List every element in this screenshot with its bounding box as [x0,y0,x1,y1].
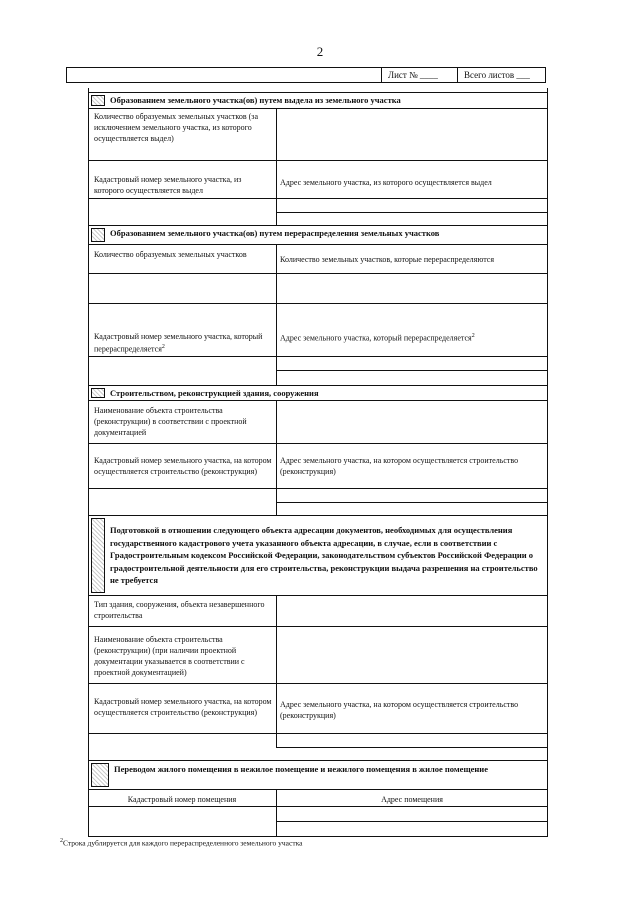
row-divider [88,683,548,684]
checkbox-premises-conversion[interactable] [91,763,109,787]
row-divider [88,733,548,734]
field-count-label: Количество образуемых земельных участков (за исключением земельного участка, из которого осуществляется выдел) [94,112,259,143]
section-construction [88,385,548,401]
row-divider [88,443,548,444]
row-divider [276,502,548,503]
row-divider [88,626,548,627]
checkbox-cadastral-docs[interactable] [91,518,105,593]
checkbox-redistribution[interactable] [91,228,105,242]
field-address-label: Адрес земельного участка, на котором осуществляется строительство (реконструкция) [280,456,519,476]
field-object-name-label: Наименование объекта строительства (реконструкции) (при наличии проектной документации указывается в соответствии с проектной документацией) [94,635,245,677]
footnote: $^2$Строка дублируется для каждого перераспределенного земельного участка [60,838,303,848]
field-cadastral-label: Кадастровый номер земельного участка, на котором осуществляется строительство (реконструкция) [94,456,272,476]
sheet-number-field[interactable]: Лист № ____ [381,68,457,82]
row-divider [88,198,548,199]
section-construction-title: Строительством, реконструкцией здания, сооружения [110,388,319,398]
column-divider [276,245,277,385]
field-count-label: Количество образуемых земельных участков [94,250,247,259]
section-redistribution [88,225,548,245]
section-premises-conversion [88,760,548,790]
row-divider [276,212,548,213]
checkbox-allocation[interactable] [91,95,105,106]
column-divider [276,596,277,748]
row-divider [88,836,548,837]
field-address-label: Адрес земельного участка, из которого осуществляется выдел [280,178,492,187]
field-premises-address-label: Адрес помещения [381,795,443,804]
row-divider [88,356,548,357]
total-sheets-field[interactable]: Всего листов ___ [457,68,545,82]
section-cadastral-docs [88,515,548,596]
page-number: 2 [316,44,324,59]
field-building-type-label: Тип здания, сооружения, объекта незавершенного строительства [94,600,265,620]
row-divider [88,488,548,489]
field-object-name-label: Наименование объекта строительства (реконструкции) в соответствии с проектной документацией [94,406,247,437]
section-allocation-title: Образованием земельного участка(ов) путем выдела из земельного участка [110,95,401,105]
column-divider [276,109,277,225]
row-divider [276,821,548,822]
row-divider [276,747,548,748]
field-address-label: Адрес земельного участка, который перераспределяется$^2$ [280,333,475,343]
field-address-label: Адрес земельного участка, на котором осуществляется строительство (реконструкция) [280,700,519,720]
row-divider [88,273,548,274]
field-cadastral-label: Кадастровый номер земельного участка, из которого осуществляется выдел [94,175,242,195]
section-cadastral-docs-title: Подготовкой в отношении следующего объекта адресации документов, необходимых для осуществления государственного кадастрового учета указанного объекта адресации, в случае, если в соответствии с Градостроительным кодексом Российской Федерации, законодательством субъектов Российской Федерации о градостроительной деятельности для его строительства, реконструкции выдача разрешения на строительство не требуется [110,525,538,585]
column-divider [276,401,277,515]
field-redistributed-label: Количество земельных участков, которые перераспределяются [280,255,495,264]
row-divider [276,370,548,371]
row-divider [88,303,548,304]
field-cadastral-label: Кадастровый номер земельного участка, на котором осуществляется строительство (реконструкция) [94,697,272,717]
row-divider [88,806,548,807]
field-premises-cadastral-label: Кадастровый номер помещения [127,795,237,804]
section-premises-conversion-title: Переводом жилого помещения в нежилое помещение и нежилого помещения в жилое помещение [114,764,488,774]
field-cadastral-label: Кадастровый номер земельного участка, который перераспределяется$^2$ [94,332,263,354]
section-allocation [88,92,548,109]
section-redistribution-title: Образованием земельного участка(ов) путем перераспределения земельных участков [110,228,440,238]
row-divider [88,160,548,161]
sheet-header [66,67,546,83]
checkbox-construction[interactable] [91,388,105,398]
